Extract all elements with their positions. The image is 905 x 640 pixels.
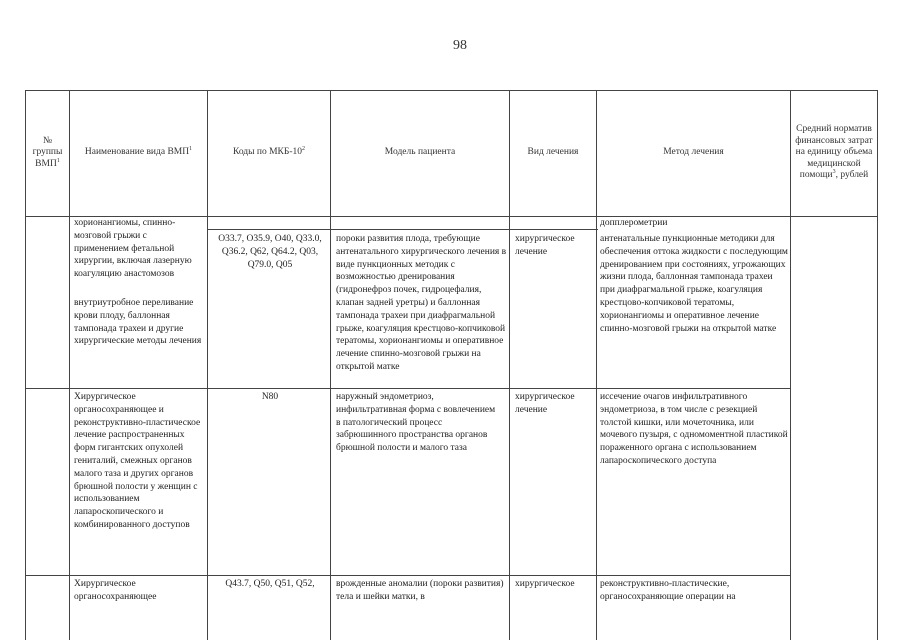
header-treatment-type: Вид лечения — [527, 147, 579, 158]
row1-method: антенатальные пункционные методики для обеспечения оттока жидкости с последующим дренированием при состояниях, угрожающих жизни плода, баллонная тампонада трахеи при диафрагмальной грыже, коагуляция крестцово-копчиковой тератомы, хорионангиомы и оперативное лечение спинно-мозговой грыжи на открытой матке — [600, 234, 788, 334]
header-avg-cost: Средний норматив финансовых затрат на единицу объема медицинской помощи$^3$, рублей — [795, 124, 873, 181]
row3-treatment-type: хирургическое — [515, 579, 575, 589]
row3-patient-model: врожденные аномалии (пороки развития) тела и шейки матки, в — [336, 579, 504, 602]
row1-treatment-type: хирургическое лечение — [515, 234, 575, 257]
row2-codes: N80 — [261, 392, 279, 402]
row3-method: реконструктивно-пластические, органосохраняющие операции на — [600, 579, 736, 602]
row1-codes: O33.7, O35.9, O40, Q33.0, Q36.2, Q62, Q64.2, Q03, Q79.0, Q05 — [218, 234, 322, 270]
row2-name: Хирургическое органосохраняющее и реконструктивно-пластическое лечение распространенных форм гигантских опухолей гениталий, смежных органов малого таза и других органов брюшной полости у женщин с использованием лапароскопического и комбинированного доступов — [74, 392, 201, 530]
header-group-no: № группы ВМП$^1$ — [32, 135, 63, 169]
row1-method-continued: допплерометрии — [600, 218, 668, 228]
header-treatment-method: Метод лечения — [663, 147, 724, 158]
header-patient-model: Модель пациента — [384, 147, 456, 158]
row3-name: Хирургическое органосохраняющее — [74, 579, 157, 602]
row2-method: иссечение очагов инфильтративного эндометриоза, в том числе с резекцией толстой кишки, или мочеточника, или мочевого пузыря, с одномоментной пластикой пораженного органа с использованием лапароскопического доступа — [600, 392, 788, 466]
row2-patient-model: наружный эндометриоз, инфильтративная форма с вовлечением в патологический процесс забрюшинного пространства органов брюшной полости и малого таза — [336, 392, 496, 454]
row1-patient-model: пороки развития плода, требующие антенатального хирургического лечения в виде пункционных методик с возможностью дренирования (гидронефроз почек, гидроцефалия, клапан задней уретры) и баллонная тампонада трахеи при диафрагмальной грыже, коагуляция крестцово-копчиковой тератомы, хорионангиомы и оперативное лечение спинно-мозговой грыжи на открытой матке — [336, 234, 507, 372]
row1-name-continued: хорионангиомы, спинно-мозговой грыжи с применением фетальной хирургии, включая лазерную коагуляцию анастомозов — [74, 218, 192, 280]
row2-treatment-type: хирургическое лечение — [515, 392, 575, 415]
header-vmp-name: Наименование вида ВМП$^1$ — [84, 146, 193, 158]
row1-name-next: внутриутробное переливание крови плоду, баллонная тампонада трахеи и другие хирургические методы лечения — [74, 298, 202, 347]
row3-codes: Q43.7, Q50, Q51, Q52, — [225, 579, 315, 589]
header-mkb-codes: Коды по МКБ-$10^2$ — [232, 146, 306, 158]
page-number: 98 — [453, 38, 467, 53]
